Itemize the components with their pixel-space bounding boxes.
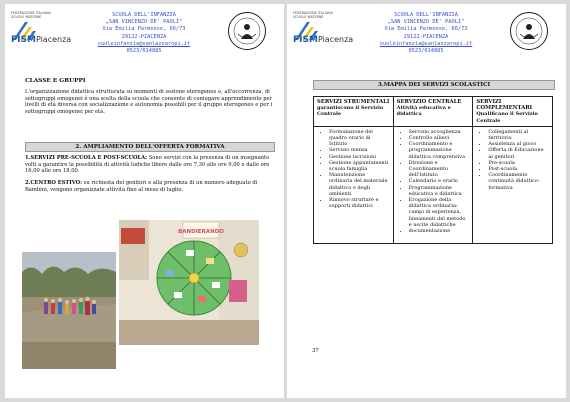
list-item: • Assistenza al gioco <box>488 141 549 147</box>
item1-label: 1.SERVIZI PRE-SCUOLA E POST-SCUOLA: <box>25 155 148 161</box>
item2-label: 2.CENTRO ESTIVO: <box>25 180 83 186</box>
school-email[interactable]: suoleinfanzia@sanlazzaropi.it <box>97 40 191 47</box>
list-item: • Collegamenti al territorio <box>488 129 549 141</box>
fism-city: Piacenza <box>35 35 72 44</box>
list-item: • Programmazione educativa e didattica <box>409 185 470 197</box>
photo-activity-wheel <box>119 220 259 345</box>
school-address: Via Emilia Parmense, 66/73 <box>102 26 186 33</box>
list-item: • Formulazione del quadro orario di Istituto <box>329 129 390 148</box>
fism-brand: FISM <box>293 35 318 45</box>
col-centrale-items <box>393 126 473 243</box>
fism-logo <box>11 11 72 45</box>
list-item: • Post-scuola <box>488 166 549 172</box>
list-item: • Gestione appuntamenti scuola famiglia <box>329 160 390 172</box>
col-centrale-header <box>393 97 473 127</box>
list-item: • documentazione <box>409 228 470 234</box>
school-email[interactable]: suoleinfanzia@sanlazzaropi.it <box>379 40 473 47</box>
list-item: • Coordinamento e programmazione didattica comprensiva <box>409 141 470 160</box>
col-complementari-items <box>473 126 553 243</box>
col-title: SERVIZIO CENTRALE <box>396 99 462 105</box>
fism-city: Piacenza <box>317 35 354 44</box>
col-strumentali-header <box>314 97 394 127</box>
item-pre-post-scuola <box>25 155 275 175</box>
list-item: • Controllo allievi <box>409 135 470 141</box>
col-subtitle: Qualificano il Servizio Centrale <box>476 111 538 124</box>
school-seal-icon <box>509 11 549 51</box>
list-item: • Direzione e Coordinamento dell'Istituto <box>409 160 470 179</box>
school-seal-icon <box>227 11 267 51</box>
services-table <box>313 96 553 244</box>
school-full-name: „SAN VINCENZO DE' PAOLI" <box>105 19 183 26</box>
fism-brand: FISM <box>11 35 36 45</box>
fism-logo <box>293 11 354 45</box>
school-info <box>79 12 209 55</box>
col-subtitle: Attività educativa e didattica <box>396 105 451 118</box>
list-item: • Coordinamento continuità didattico-formativa <box>488 172 549 191</box>
school-info <box>361 12 491 55</box>
school-full-name: „SAN VINCENZO DE' PAOLI" <box>387 19 465 26</box>
school-city: 29122-PIACENZA <box>121 33 167 40</box>
list-item: • Rinnovo strutture e supporti didattici <box>329 197 390 209</box>
page-header <box>287 9 566 69</box>
mappa-bar-title: 3.MAPPA DEI SERVIZI SCOLASTICI <box>313 80 555 90</box>
list-item: • Gestione iscrizioni <box>329 154 390 160</box>
col-subtitle: garantiscono il Servizio Centrale <box>317 105 384 118</box>
col-title: SERVIZI COMPLEMENTARI <box>476 99 533 112</box>
school-name: SCUOLA DELL'INFANZIA <box>394 12 458 18</box>
school-city: 29122-PIACENZA <box>403 33 449 40</box>
list-item: • Servizio mensa <box>329 147 390 153</box>
offerta-bar-title: 2. AMPLIAMENTO DELL'OFFERTA FORMATIVA <box>25 142 275 152</box>
col-title: SERVIZI STRUMENTALI <box>317 99 390 105</box>
fism-small-text: FEDERAZIONE ITALIANA SCUOLE MATERNE <box>11 11 51 19</box>
section-title: CLASSE E GRUPPI <box>25 78 86 84</box>
fism-small-text: FEDERAZIONE ITALIANA SCUOLE MATERNE <box>293 11 333 19</box>
list-item: • Erogazione della didattica ordinaria: campi di esperienza, lineamenti del metodo e uscite didattiche <box>409 197 470 228</box>
left-page <box>5 4 284 398</box>
page-number: 37 <box>312 348 319 354</box>
item-centro-estivo <box>25 180 275 193</box>
item1-text: Sono servizi con la presenza di un insegnante volti a garantire la possibilità di attività ludiche libere dalle ore 7,30 alle ore 9,00 e dalle ore 16,00 alle ore 18,00. <box>25 155 270 175</box>
list-item: • Offerta di Educazione ai genitori <box>488 147 549 159</box>
school-phone: 0523/614885 <box>126 48 162 55</box>
photo-children-outdoor <box>22 252 116 369</box>
section-text: L'organizzazione didattica strutturata su momenti di sezione eterogenee e, all'occorrenza, di sottogruppi omogenei è una scelta della scuola che consente di coniugare apprendimento per livelli di età diversa con socializzazione e autonomia possibili per il gruppo eterogeneo e per i sottogruppi omogenei per età. <box>25 89 273 115</box>
col-complementari-header <box>473 97 553 127</box>
school-name: SCUOLA DELL'INFANZIA <box>112 12 176 18</box>
school-address: Via Emilia Parmense, 66/73 <box>384 26 468 33</box>
board-label: BANDIERANDO <box>178 229 224 235</box>
item2-text: su richiesta dei genitori e alla presenza di un numero adeguato di Bambini, vengono organizzate attività fino al mese di luglio. <box>25 180 258 193</box>
page-header <box>5 9 284 69</box>
list-item: • Manutenzione ordinaria del materiale didattico e degli ambienti <box>329 172 390 197</box>
school-phone: 0523/614885 <box>408 48 444 55</box>
col-strumentali-items <box>314 126 394 243</box>
list-item: • Calendario e orario <box>409 178 470 184</box>
list-item: • Pre-scuola <box>488 160 549 166</box>
right-page <box>287 4 566 398</box>
list-item: • Servizio accoglienza <box>409 129 470 135</box>
